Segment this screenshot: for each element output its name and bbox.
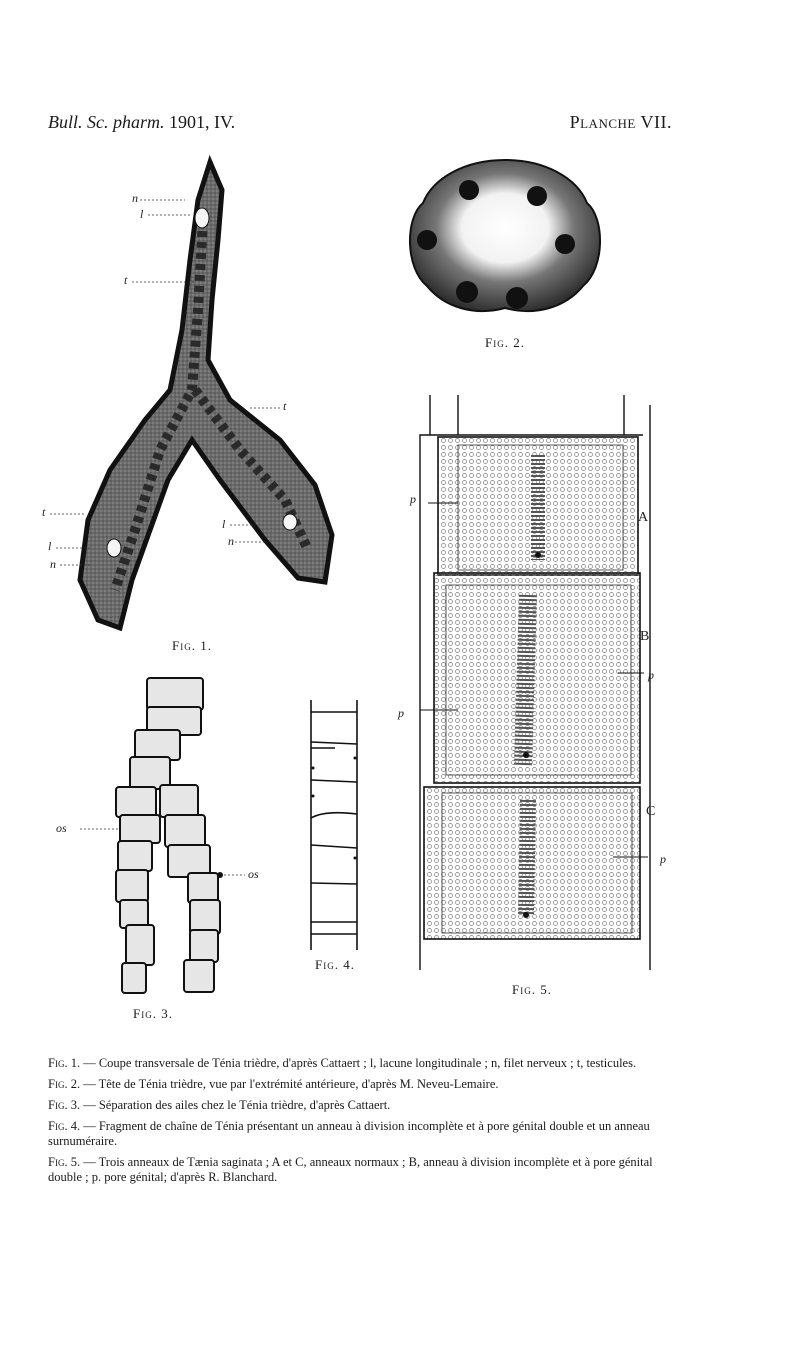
figure-2-label: Fig. 2. [485, 335, 525, 350]
figure-3-illustration [50, 675, 259, 1000]
fig3-label-os-right: os [248, 867, 259, 881]
figure-2-illustration [405, 158, 605, 320]
caption-fig4: Fig. 4. — Fragment de chaîne de Ténia présentant un anneau à division incomplète et à pore génital double et un anneau surnuméraire. [48, 1119, 650, 1148]
figure-5-illustration [398, 395, 668, 975]
caption-fig2: Fig. 2. — Tête de Ténia trièdre, vue par l'extrémité antérieure, d'après M. Neveu-Lemaire. [48, 1077, 499, 1091]
caption-fig1: Fig. 1. — Coupe transversale de Ténia trièdre, d'après Cattaert ; l, lacune longitudinale ; n, filet nerveux ; t, testicules. [48, 1056, 637, 1070]
journal-volume: 1901, IV. [169, 112, 236, 132]
figure-4-illustration [305, 700, 365, 955]
caption-fig5: Fig. 5. — Trois anneaux de Tænia saginata ; A et C, anneaux normaux ; B, anneau à division incomplète et à pore génital double ; p. pore génital; d'après R. Blanchard. [48, 1155, 653, 1184]
fig5-label-p3: p [398, 706, 404, 720]
segment-a [438, 437, 638, 575]
fig5-label-c: C [646, 804, 656, 819]
sucker-3 [417, 230, 437, 250]
svg-text:t: t [124, 273, 128, 287]
svg-text:n: n [50, 557, 56, 571]
fig5-label-b: B [640, 629, 650, 644]
figure-1-illustration [40, 150, 350, 640]
svg-text:n: n [132, 191, 138, 205]
svg-text:l: l [48, 539, 52, 553]
figure-3-label: Fig. 3. [133, 1006, 173, 1021]
figure-captions [48, 1056, 678, 1191]
sucker-5 [456, 281, 478, 303]
fig3-label-os-left: os [56, 821, 67, 835]
svg-text:t: t [283, 399, 287, 413]
sucker-6 [506, 287, 528, 309]
fig5-label-p2: p [648, 668, 654, 682]
figure-4-label: Fig. 4. [315, 957, 355, 972]
figure-1-label: Fig. 1. [172, 638, 212, 653]
fig5-label-p1: p [410, 492, 416, 506]
segment-c [424, 787, 640, 939]
journal-header [48, 112, 235, 133]
caption-fig3: Fig. 3. — Séparation des ailes chez le Ténia trièdre, d'après Cattaert. [48, 1098, 391, 1112]
sucker-2 [527, 186, 547, 206]
svg-text:l: l [140, 207, 144, 221]
plate-number: Planche VII. [569, 112, 672, 132]
journal-title: Bull. Sc. pharm. [48, 112, 165, 132]
fig5-label-p4: p [660, 852, 666, 866]
svg-text:l: l [222, 517, 226, 531]
sucker-4 [555, 234, 575, 254]
svg-text:t: t [42, 505, 46, 519]
svg-text:n: n [228, 534, 234, 548]
segment-b [434, 573, 640, 783]
fig5-label-a: A [638, 510, 649, 525]
sucker-1 [459, 180, 479, 200]
figure-5-label: Fig. 5. [512, 982, 552, 997]
